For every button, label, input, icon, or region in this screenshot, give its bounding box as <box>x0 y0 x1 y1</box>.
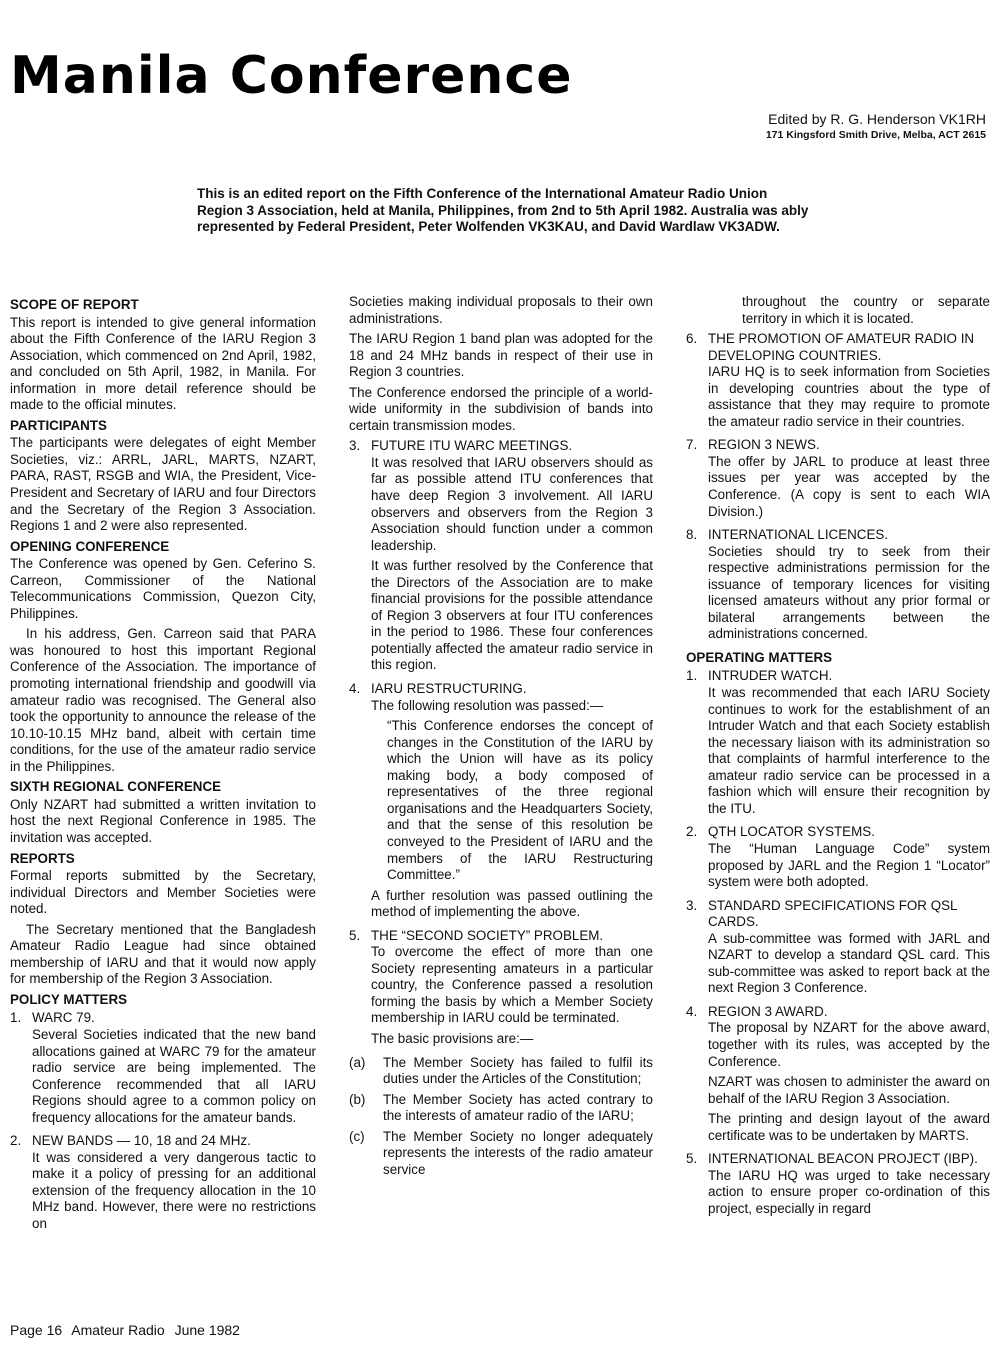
intro-paragraph: This is an edited report on the Fifth Conference of the International Amateur Radio Union Region 3 Association, held at Manila, Philippines, from 2nd to 5th April 1982. Australia was ably represented by Federal President, Peter Wolfenden VK3KAU, and David Wardlaw VK3ADW. <box>197 186 809 234</box>
item-title: INTRUDER WATCH. <box>708 668 833 684</box>
item-number: 4. <box>349 681 361 697</box>
item-number: 4. <box>686 1003 698 1019</box>
list-item <box>349 438 653 678</box>
paragraph: It was further resolved by the Conference that the Directors of the Association are to make financial provisions for the possible attendance of Region 3 observers at four ITU conferences in the period to 1986. These four conferences potentially affected the amateur radio service in this region. <box>371 558 653 673</box>
paragraph: The following resolution was passed:— <box>371 697 604 713</box>
paragraph: The Conference was opened by Gen. Ceferino S. Carreon, Commissioner of the National Telecommunications Commission, Quezon City, Philippines. <box>10 556 316 621</box>
page-number: Page 16 <box>10 1322 63 1338</box>
column-2 <box>349 294 653 1314</box>
list-item <box>349 928 653 1052</box>
item-title: WARC 79. <box>32 1010 95 1026</box>
paragraph: The “Human Language Code” system proposed by JARL and the Region 1 “Locator” system were both adopted. <box>708 840 990 890</box>
paragraph: NZART was chosen to administer the award on behalf of the IARU Region 3 Association. <box>708 1074 990 1106</box>
section-heading: OPERATING MATTERS <box>686 649 833 665</box>
item-number: 5. <box>686 1151 698 1167</box>
paragraph: A further resolution was passed outlining the method of implementing the above. <box>371 887 653 920</box>
section-heading: SIXTH REGIONAL CONFERENCE <box>10 779 222 795</box>
list-item <box>686 898 990 1001</box>
editor-credit: Edited by R. G. Henderson VK1RH <box>768 111 986 127</box>
item-number: 2. <box>686 824 698 840</box>
list-item <box>349 681 653 925</box>
paragraph: The offer by JARL to produce at least three issues per year was accepted by the Conference. (A copy is sent to each WIA Division.) <box>708 453 990 519</box>
paragraph: The IARU HQ was urged to take necessary action to ensure proper co-ordination of this project, especially in regard <box>708 1167 990 1216</box>
article-title: Manila Conference <box>10 46 573 106</box>
item-title: INTERNATIONAL BEACON PROJECT (IBP). <box>708 1151 978 1167</box>
item-number: 6. <box>686 331 698 347</box>
paragraph: The Conference endorsed the principle of a world-wide uniformity in the subdivision of bands into certain transmission modes. <box>349 384 653 433</box>
list-item <box>686 1004 990 1148</box>
item-number: 1. <box>10 1010 22 1026</box>
section-heading: OPENING CONFERENCE <box>10 538 170 554</box>
paragraph: Formal reports submitted by the Secretary, individual Directors and Member Societies were noted. <box>10 868 316 917</box>
sub-item-text: The Member Society no longer adequately represents the interests of the radio amateur service <box>383 1128 653 1177</box>
list-item <box>686 668 990 821</box>
editor-address: 171 Kingsford Smith Drive, Melba, ACT 2615 <box>765 129 986 141</box>
section-heading: POLICY MATTERS <box>10 991 128 1007</box>
list-item <box>686 331 990 434</box>
list-item <box>686 1151 990 1221</box>
paragraph: This report is intended to give general information about the Fifth Conference of the IARU Region 3 Association, which commenced on 2nd April, 1982, and concluded on 5th April, 1982, in Manila. For information in more detail reference should be made to the official minutes. <box>10 314 316 413</box>
paragraph: The IARU Region 1 band plan was adopted for the 18 and 24 MHz bands in respect of their use in Region 3 countries. <box>349 331 653 380</box>
list-item <box>10 1010 316 1130</box>
paragraph: IARU HQ is to seek information from Societies in developing countries about the type of assistance that they may require to promote the amateur radio service in their countries. <box>708 364 990 429</box>
paragraph: It was considered a very dangerous tactic to make it a policy of pressing for an additional extension of the frequency allocation in the 10 MHz band. However, there were no restrictions on <box>32 1149 316 1231</box>
item-title: STANDARD SPECIFICATIONS FOR QSL CARDS. <box>708 897 957 930</box>
item-title: NEW BANDS — 10, 18 and 24 MHz. <box>32 1133 251 1149</box>
item-number: 1. <box>686 668 698 684</box>
item-title: REGION 3 AWARD. <box>708 1003 828 1019</box>
sub-item-text: The Member Society has failed to fulfil its duties under the Articles of the Constitution; <box>383 1054 653 1087</box>
paragraph: Only NZART had submitted a written invitation to host the next Regional Conference in 1985. The invitation was accepted. <box>10 796 316 845</box>
item-title: FUTURE ITU WARC MEETINGS. <box>371 438 573 454</box>
list-item <box>686 437 990 524</box>
page-footer <box>10 1322 246 1338</box>
issue-date: June 1982 <box>174 1322 240 1338</box>
sub-item <box>349 1092 653 1125</box>
item-number: 8. <box>686 527 698 543</box>
paragraph: It was resolved that IARU observers should as far as possible attend ITU conferences that have deep Region 3 involvement. All IARU observers and observers from the Region 3 Association should function under a common leadership. <box>371 454 653 553</box>
item-title: REGION 3 NEWS. <box>708 437 820 453</box>
resolution-quote: “This Conference endorses the concept of changes in the Constitution of the IARU by which the Union will have as its policy making body, a body composed of representatives of the three regional organisations and the Headquarters Society, and that the sense of this resolution be conveyed to the President of IARU and the members of the IARU Restructuring Committee.” <box>387 718 653 883</box>
paragraph: The proposal by NZART for the above award, together with its rules, was accepted by the Conference. <box>708 1020 990 1069</box>
column-1 <box>10 294 316 1314</box>
item-number: 7. <box>686 437 698 453</box>
list-item <box>686 527 990 647</box>
paragraph: In his address, Gen. Carreon said that PARA was honoured to host this important Regional Conference of the Association. The importance of promoting international friendship and goodwill via amateur radio was recognised. The General also took the opportunity to announce the release of the 10.10-10.15 MHz band, albeit with certain time conditions, for the use of the amateur radio service in the Philippines. <box>10 626 316 774</box>
column-3 <box>686 294 990 1314</box>
item-title: INTERNATIONAL LICENCES. <box>708 527 889 543</box>
section-heading: PARTICIPANTS <box>10 417 107 433</box>
item-number: 3. <box>349 438 361 454</box>
sub-item-label: (c) <box>349 1128 365 1144</box>
item-title: IARU RESTRUCTURING. <box>371 681 527 697</box>
paragraph: It was recommended that each IARU Society continues to work for the establishment of an Intruder Watch and that each Society establish the necessary liaison with its administration so that complaints of harmful interference to the amateur radio service can be processed in a fashion which will ensure their recognition by the ITU. <box>708 685 990 816</box>
paragraph: The printing and design layout of the award certificate was to be undertaken by MARTS. <box>708 1111 990 1143</box>
item-title: THE PROMOTION OF AMATEUR RADIO IN DEVELOPING COUNTRIES. <box>708 331 975 363</box>
item-title: QTH LOCATOR SYSTEMS. <box>708 824 875 840</box>
sub-item-text: The Member Society has acted contrary to the interests of amateur radio of the IARU; <box>383 1091 653 1124</box>
sub-item <box>349 1129 653 1179</box>
section-heading: REPORTS <box>10 850 75 866</box>
magazine-name: Amateur Radio <box>71 1322 165 1338</box>
sub-item-label: (a) <box>349 1054 366 1070</box>
item-number: 3. <box>686 897 698 913</box>
section-heading: SCOPE OF REPORT <box>10 297 139 312</box>
paragraph: The participants were delegates of eight Member Societies, viz.: ARRL, JARL, MARTS, NZART, PARA, RAST, RSGB and WIA, the President, Vice-President and Secretary of IARU and four Directors and the Secretary of the Region 3 Association. Regions 1 and 2 were also represented. <box>10 435 316 534</box>
paragraph: Several Societies indicated that the new band allocations gained at WARC 79 for the amateur radio service are being implemented. The Conference recommended that all IARU Regions should agree to a common policy on frequency allocations for the amateur bands. <box>32 1026 316 1125</box>
sub-item-label: (b) <box>349 1091 366 1107</box>
byline <box>766 110 986 142</box>
item-number: 5. <box>349 927 361 943</box>
paragraph: Societies should try to seek from their respective administrations permission for the issuance of temporary licences for visiting licensed amateurs without any prior formal or bilateral arrangements between the administrations concerned. <box>708 543 990 642</box>
paragraph: Societies making individual proposals to their own administrations. <box>349 294 653 326</box>
item-number: 2. <box>10 1133 22 1149</box>
list-item <box>686 824 990 894</box>
list-item <box>10 1133 316 1236</box>
paragraph: To overcome the effect of more than one Society representing amateurs in a particular country, the Conference passed a resolution forming the basis by which a Member Society membership in IARU could be terminated. <box>371 944 653 1026</box>
paragraph: The Secretary mentioned that the Bangladesh Amateur Radio League had since obtained membership of IARU and that it would now apply for membership of the Region 3 Association. <box>10 921 316 987</box>
sub-item <box>349 1055 653 1088</box>
item-title: THE “SECOND SOCIETY” PROBLEM. <box>371 927 604 943</box>
paragraph: A sub-committee was formed with JARL and NZART to develop a standard QSL card. This sub-committee was asked to report back at the next Region 3 Conference. <box>708 930 990 996</box>
paragraph: The basic provisions are:— <box>371 1030 534 1046</box>
paragraph: throughout the country or separate territory in which it is located. <box>742 294 990 326</box>
